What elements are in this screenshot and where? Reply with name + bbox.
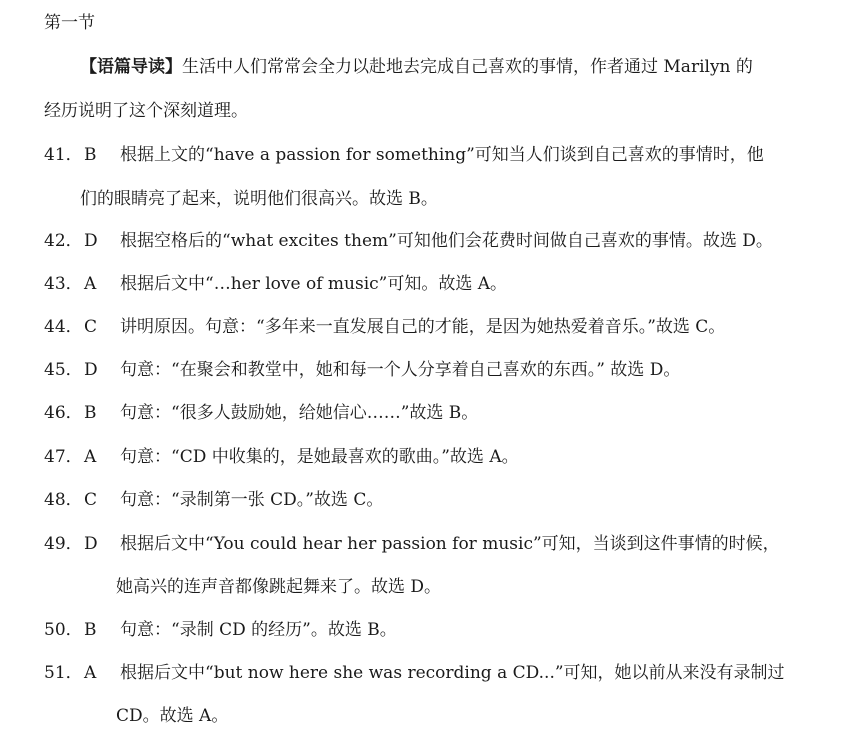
item-explanation: 句意：“录制 CD 的经历”。故选 B。	[120, 620, 397, 640]
item-number: 43．	[44, 274, 83, 294]
item-explanation-continued: CD。故选 A。	[116, 706, 229, 726]
answer-item-42	[44, 230, 773, 252]
item-number: 51．	[44, 663, 83, 683]
item-number: 45．	[44, 360, 83, 380]
intro-text-1: 生活中人们常常会全力以赴地去完成自己喜欢的事情，作者通过 Marilyn 的	[182, 57, 753, 77]
answer-item-46	[44, 402, 478, 424]
item-number: 41．	[44, 145, 83, 165]
item-number: 46．	[44, 403, 83, 423]
answer-item-48	[44, 489, 383, 511]
item-number: 50．	[44, 620, 83, 640]
item-explanation: 根据后文中“but now here she was recording a CD...”可知，她以前从来没有录制过	[120, 663, 785, 683]
answer-item-50	[44, 619, 397, 641]
intro-line-2: 经历说明了这个深刻道理。	[44, 101, 248, 121]
item-answer: D	[84, 360, 98, 380]
item-explanation: 句意：“CD 中收集的，是她最喜欢的歌曲。”故选 A。	[120, 447, 519, 467]
item-answer: C	[84, 490, 98, 510]
item-answer: B	[84, 403, 97, 423]
item-number: 48．	[44, 490, 83, 510]
item-answer: B	[84, 620, 97, 640]
item-answer: D	[84, 231, 98, 251]
item-answer: A	[84, 274, 97, 294]
item-explanation: 根据上文的“have a passion for something”可知当人们谈到自己喜欢的事情时，他	[120, 145, 764, 165]
item-explanation: 根据后文中“You could hear her passion for music”可知，当谈到这件事情的时候，	[120, 534, 780, 554]
item-answer: D	[84, 534, 98, 554]
item-number: 49．	[44, 534, 83, 554]
answer-item-45	[44, 359, 680, 381]
answer-item-47	[44, 446, 519, 468]
intro-label: 【语篇导读】	[80, 57, 182, 77]
item-answer: A	[84, 447, 97, 467]
answer-item-51	[44, 662, 785, 684]
item-explanation-continued: 们的眼睛亮了起来，说明他们很高兴。故选 B。	[80, 189, 438, 209]
item-answer: A	[84, 663, 97, 683]
item-number: 47．	[44, 447, 83, 467]
item-explanation-continued: 她高兴的连声音都像跳起舞来了。故选 D。	[116, 577, 442, 597]
section-title: 第一节	[44, 13, 95, 33]
item-explanation: 句意：“很多人鼓励她，给她信心……”故选 B。	[120, 403, 479, 423]
item-explanation: 句意：“录制第一张 CD。”故选 C。	[120, 490, 384, 510]
item-answer: C	[84, 317, 98, 337]
answer-item-44	[44, 316, 725, 338]
answer-item-41	[44, 144, 764, 166]
answer-item-49	[44, 533, 780, 555]
item-explanation: 根据后文中“…her love of music”可知。故选 A。	[120, 274, 508, 294]
item-explanation: 讲明原因。句意：“多年来一直发展自己的才能，是因为她热爱着音乐。”故选 C。	[120, 317, 726, 337]
intro-line-1	[44, 56, 753, 78]
answer-item-43	[44, 273, 507, 295]
item-answer: B	[84, 145, 97, 165]
item-number: 42．	[44, 231, 83, 251]
item-number: 44．	[44, 317, 83, 337]
item-explanation: 根据空格后的“what excites them”可知他们会花费时间做自己喜欢的事情。故选 D。	[120, 231, 773, 251]
item-explanation: 句意：“在聚会和教堂中，她和每一个人分享着自己喜欢的东西。” 故选 D。	[120, 360, 681, 380]
